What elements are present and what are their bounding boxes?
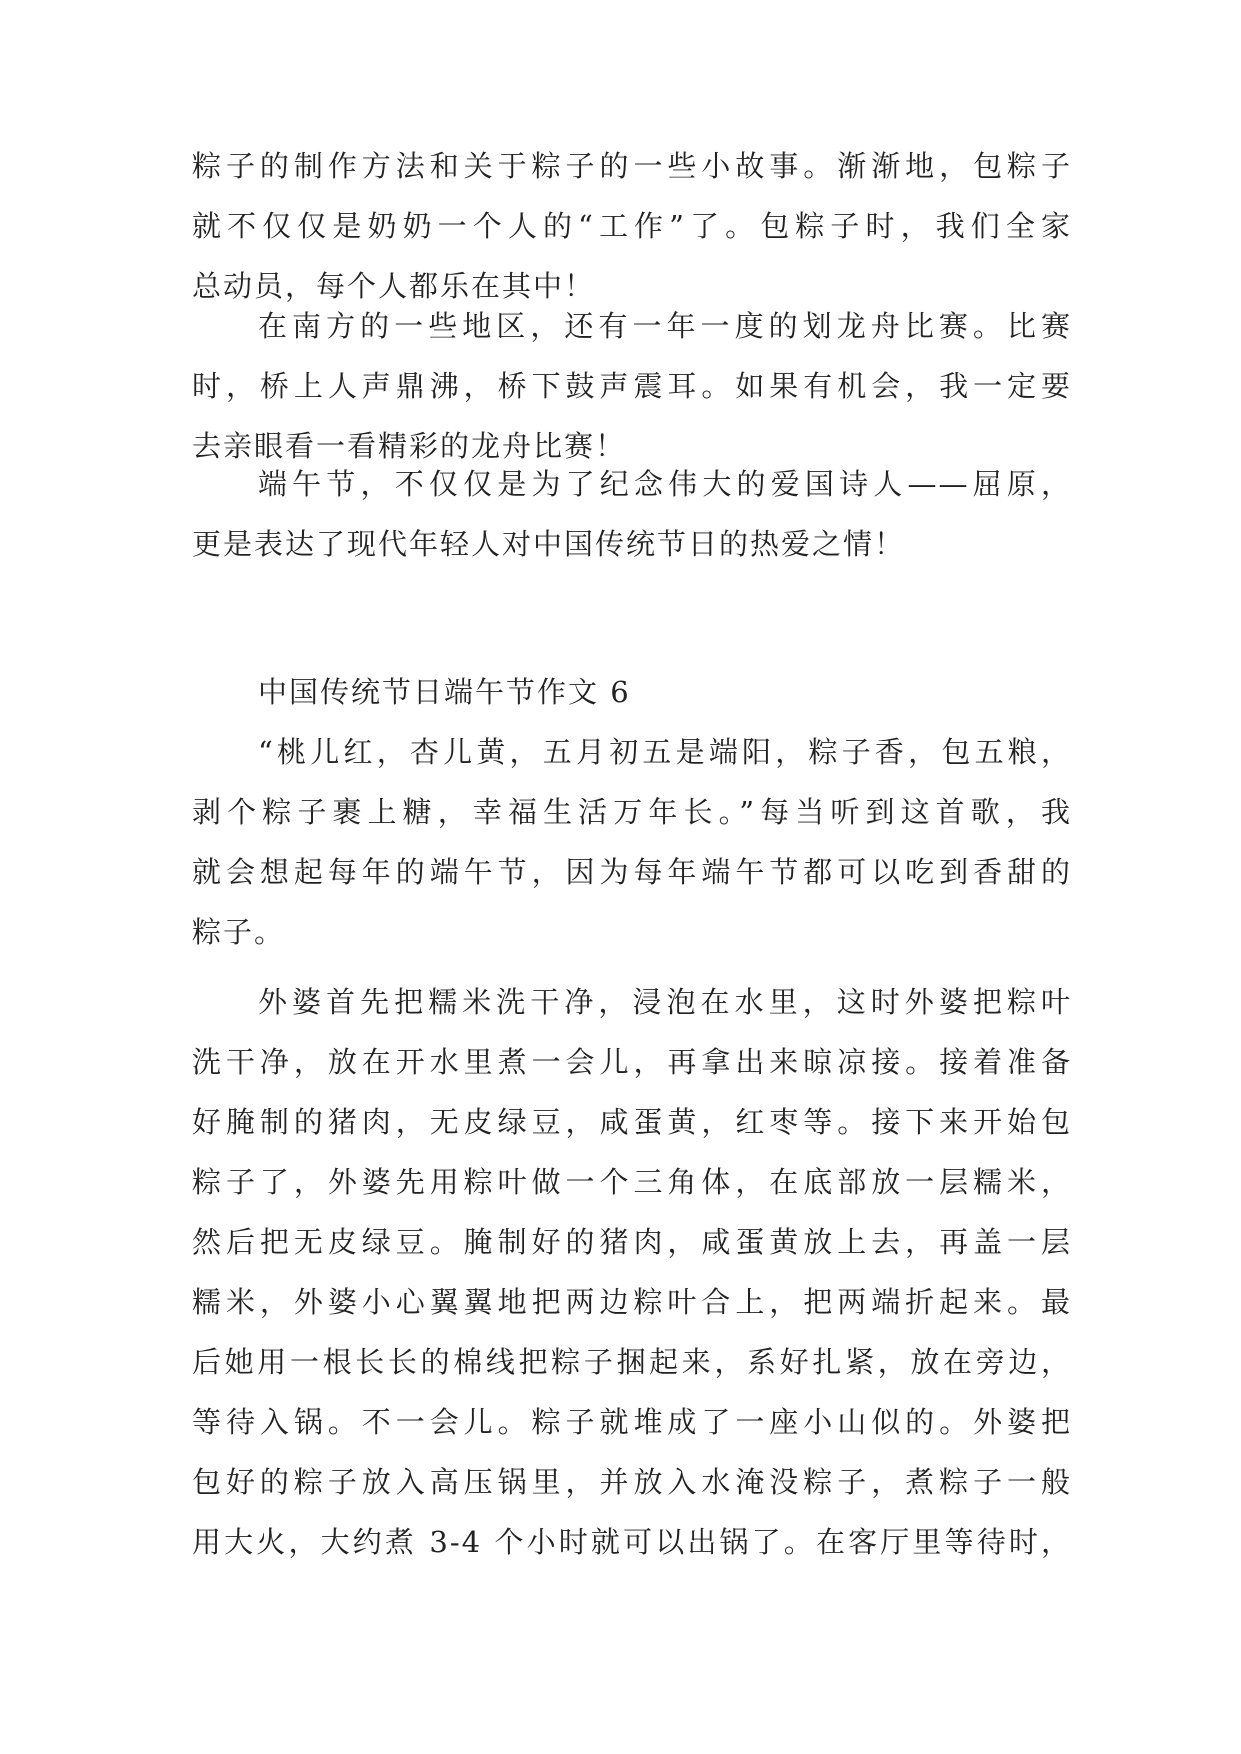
text-line: 时，桥上人声鼎沸，桥下鼓声震耳。如果有机会，我一定要 — [192, 369, 1072, 403]
text-line: 然后把无皮绿豆。腌制好的猪肉，咸蛋黄放上去，再盖一层 — [192, 1225, 1072, 1259]
text-line: 洗干净，放在开水里煮一会儿，再拿出来晾凉接。接着准备 — [192, 1045, 1072, 1079]
text-line: 剥个粽子裹上糖，幸福生活万年长。”每当听到这首歌，我 — [192, 795, 1072, 829]
text-line: 后她用一根长长的棉线把粽子捆起来，系好扎紧，放在旁边， — [192, 1345, 1072, 1379]
text-line: 粽子了，外婆先用粽叶做一个三角体，在底部放一层糯米， — [192, 1165, 1072, 1199]
text-line: 粽子。 — [192, 915, 286, 949]
text-line: 包好的粽子放入高压锅里，并放入水淹没粽子，煮粽子一般 — [192, 1465, 1072, 1499]
text-line: 好腌制的猪肉，无皮绿豆，咸蛋黄，红枣等。接下来开始包 — [192, 1105, 1072, 1139]
paragraph-zongzi-story — [192, 136, 1072, 316]
paragraph-qu-yuan — [192, 454, 1072, 574]
text-line: 就不仅仅是奶奶一个人的“工作”了。包粽子时，我们全家 — [192, 209, 1072, 243]
essay-heading — [192, 662, 1072, 722]
text-line: 糯米，外婆小心翼翼地把两边粽叶合上，把两端折起来。最 — [192, 1285, 1072, 1319]
paragraph-grandma-making-zongzi — [192, 972, 1072, 1572]
text-line: 就会想起每年的端午节，因为每年端午节都可以吃到香甜的 — [192, 855, 1072, 889]
text-line: “桃儿红，杏儿黄，五月初五是端阳，粽子香，包五粮， — [258, 735, 1072, 769]
text-line: 端午节，不仅仅是为了纪念伟大的爱国诗人——屈原， — [258, 467, 1072, 501]
paragraph-dragon-boat — [192, 296, 1072, 476]
text-line: 去亲眼看一看精彩的龙舟比赛！ — [192, 429, 627, 463]
paragraph-song — [192, 722, 1072, 962]
text-line: 在南方的一些地区，还有一年一度的划龙舟比赛。比赛 — [258, 309, 1072, 343]
text-line: 更是表达了现代年轻人对中国传统节日的热爱之情！ — [192, 527, 906, 561]
text-line: 总动员，每个人都乐在其中！ — [192, 269, 596, 303]
text-line: 外婆首先把糯米洗干净，浸泡在水里，这时外婆把粽叶 — [258, 985, 1072, 1019]
text-line: 用大火，大约煮 3-4 个小时就可以出锅了。在客厅里等待时， — [192, 1525, 1072, 1559]
text-line: 等待入锅。不一会儿。粽子就堆成了一座小山似的。外婆把 — [192, 1405, 1072, 1439]
essay-title: 中国传统节日端午节作文 6 — [258, 675, 631, 709]
text-line: 粽子的制作方法和关于粽子的一些小故事。渐渐地，包粽子 — [192, 149, 1072, 183]
